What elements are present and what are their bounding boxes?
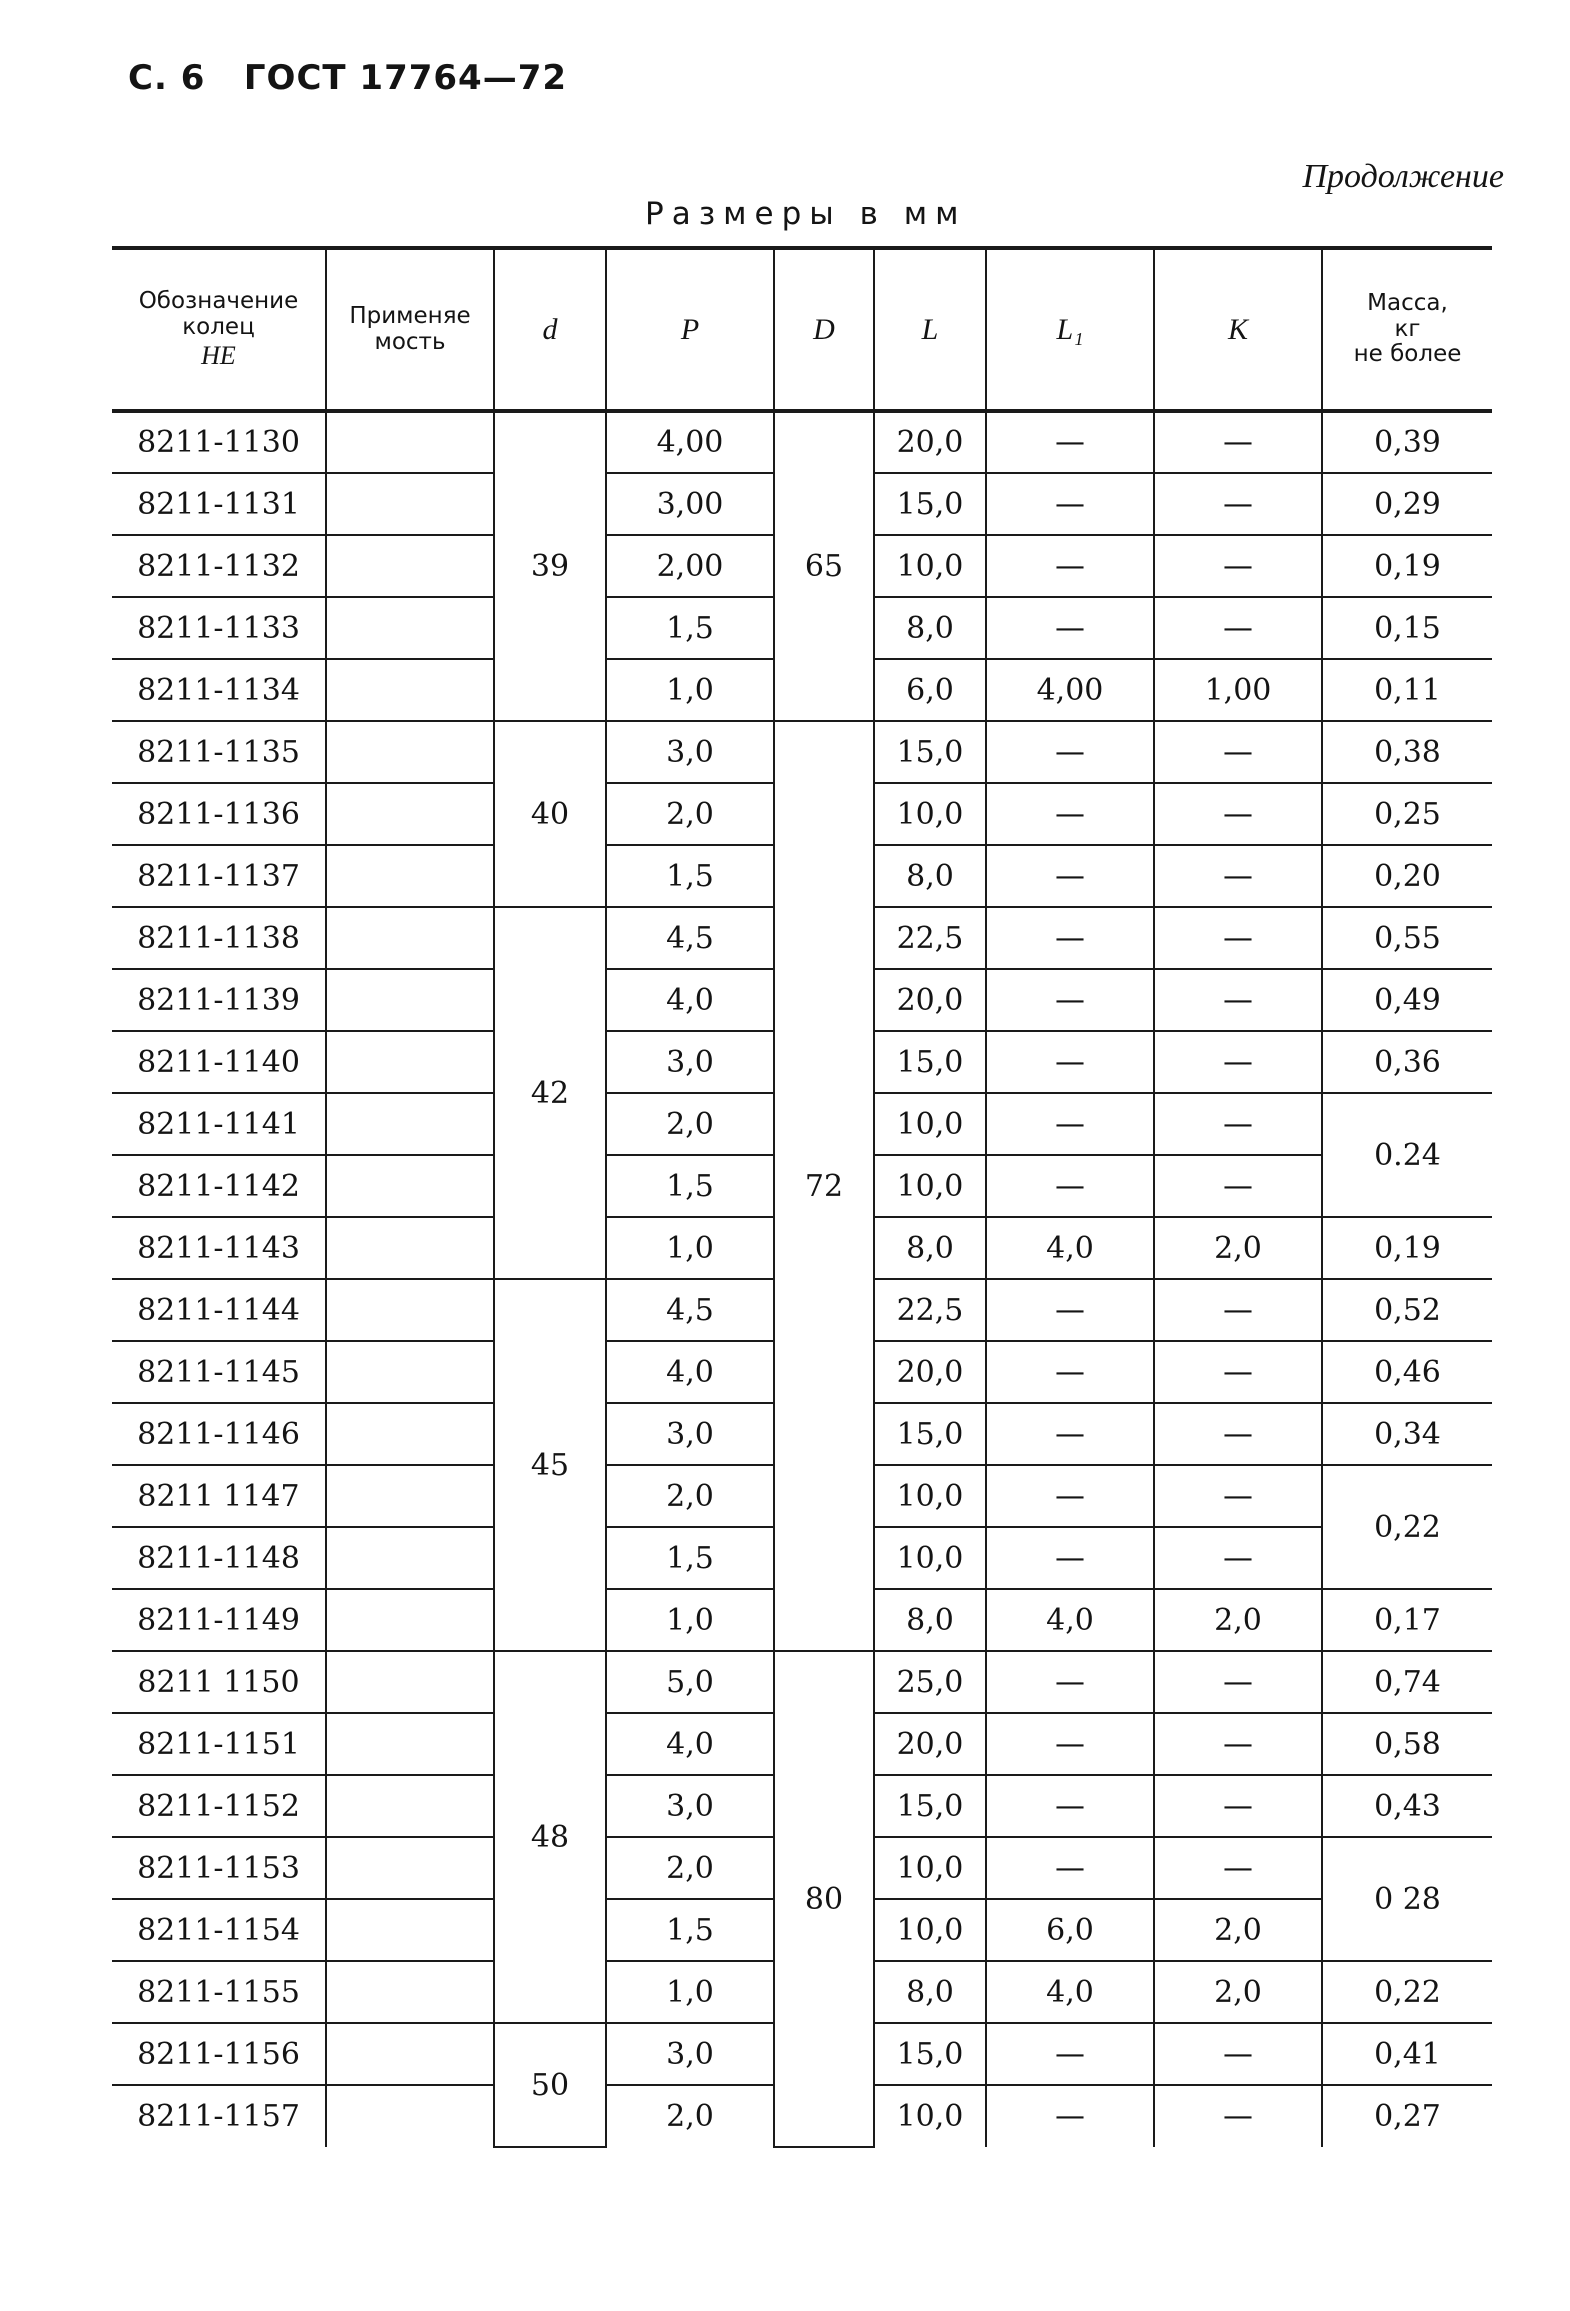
k-value: — [1154,1341,1322,1403]
k-value: — [1154,1279,1322,1341]
k-value: — [1154,1837,1322,1899]
l1-value: — [986,1031,1154,1093]
p-value: 3,0 [606,1403,774,1465]
usage-cell [326,1279,494,1341]
l1-value: 4,0 [986,1961,1154,2023]
k-value: — [1154,535,1322,597]
l-value: 10,0 [874,535,986,597]
l-value: 15,0 [874,1403,986,1465]
ring-code: 8211-1132 [112,535,326,597]
usage-cell [326,1031,494,1093]
p-value: 5,0 [606,1651,774,1713]
k-value: 1,00 [1154,659,1322,721]
mass-value: 0,52 [1322,1279,1492,1341]
l1-value: — [986,1403,1154,1465]
ring-code: 8211-1156 [112,2023,326,2085]
p-value: 2,0 [606,1093,774,1155]
k-value: — [1154,473,1322,535]
dimensions-table [112,246,1492,2148]
mass-value: 0,17 [1322,1589,1492,1651]
ring-code: 8211-1138 [112,907,326,969]
mass-value: 0,41 [1322,2023,1492,2085]
l-value: 20,0 [874,1341,986,1403]
k-value: 2,0 [1154,1961,1322,2023]
mass-value: 0,25 [1322,783,1492,845]
k-value: — [1154,721,1322,783]
header-code-line-2: колец [182,313,255,340]
mass-value: 0,29 [1322,473,1492,535]
usage-cell [326,1217,494,1279]
k-value: 2,0 [1154,1589,1322,1651]
ring-code: 8211-1143 [112,1217,326,1279]
usage-cell [326,721,494,783]
l1-value: — [986,1713,1154,1775]
mass-value: 0,58 [1322,1713,1492,1775]
d-value: 45 [494,1279,606,1651]
ring-code: 8211-1146 [112,1403,326,1465]
mass-value: 0,36 [1322,1031,1492,1093]
k-value: — [1154,1651,1322,1713]
l1-value: — [986,2023,1154,2085]
l1-value: — [986,845,1154,907]
usage-cell [326,969,494,1031]
mass-value: 0,20 [1322,845,1492,907]
k-value: — [1154,597,1322,659]
ring-code: 8211-1145 [112,1341,326,1403]
p-value: 3,0 [606,721,774,783]
k-value: — [1154,907,1322,969]
l1-value: — [986,1341,1154,1403]
l1-value: — [986,907,1154,969]
k-value: — [1154,2023,1322,2085]
l-value: 22,5 [874,907,986,969]
l-value: 10,0 [874,1837,986,1899]
l-value: 15,0 [874,2023,986,2085]
units-caption: Размеры в мм [645,196,967,232]
usage-cell [326,783,494,845]
mass-value: 0,74 [1322,1651,1492,1713]
l1-value: — [986,2085,1154,2147]
k-value: — [1154,1775,1322,1837]
k-value: — [1154,845,1322,907]
l1-value: — [986,1651,1154,1713]
l-value: 10,0 [874,1093,986,1155]
header-usage-line-2: мость [374,328,446,355]
mass-value: 0,19 [1322,535,1492,597]
usage-cell [326,659,494,721]
l-value: 15,0 [874,473,986,535]
p-value: 1,0 [606,1217,774,1279]
p-value: 2,0 [606,1837,774,1899]
usage-cell [326,1093,494,1155]
l1-value: — [986,1837,1154,1899]
p-value: 3,0 [606,1775,774,1837]
l-value: 10,0 [874,1465,986,1527]
mass-value: 0,15 [1322,597,1492,659]
mass-value: 0 28 [1322,1837,1492,1961]
l-value: 10,0 [874,1155,986,1217]
ring-code: 8211-1144 [112,1279,326,1341]
header-d: d [494,248,606,411]
l1-value: 4,0 [986,1589,1154,1651]
l1-value: 6,0 [986,1899,1154,1961]
ring-code: 8211-1153 [112,1837,326,1899]
header-mass-line-1: Масса, [1367,289,1448,316]
ring-code: 8211-1136 [112,783,326,845]
l1-value: — [986,721,1154,783]
header-mass-line-2: кг [1394,315,1421,342]
ring-code: 8211-1152 [112,1775,326,1837]
header-code-line-1: Обозначение [138,288,299,315]
usage-cell [326,1837,494,1899]
ring-code: 8211-1148 [112,1527,326,1589]
p-value: 1,5 [606,1899,774,1961]
usage-cell [326,1899,494,1961]
mass-value: 0,49 [1322,969,1492,1031]
table-row [112,721,1492,783]
ring-code: 8211-1133 [112,597,326,659]
l-value: 20,0 [874,1713,986,1775]
p-value: 1,5 [606,597,774,659]
mass-value: 0.24 [1322,1093,1492,1217]
ring-code: 8211 1150 [112,1651,326,1713]
ring-code: 8211-1135 [112,721,326,783]
ring-code: 8211-1130 [112,411,326,473]
k-value: — [1154,1527,1322,1589]
usage-cell [326,845,494,907]
mass-value: 0,27 [1322,2085,1492,2147]
l-value: 8,0 [874,845,986,907]
usage-cell [326,1155,494,1217]
p-value: 3,0 [606,1031,774,1093]
header-big-d: D [774,248,874,411]
k-value: — [1154,1155,1322,1217]
l1-value: — [986,597,1154,659]
l-value: 10,0 [874,1527,986,1589]
p-value: 4,0 [606,1341,774,1403]
usage-cell [326,597,494,659]
mass-value: 0,39 [1322,411,1492,473]
p-value: 1,0 [606,659,774,721]
l-value: 10,0 [874,2085,986,2147]
d-value: 42 [494,907,606,1279]
l1-value: — [986,1465,1154,1527]
l-value: 6,0 [874,659,986,721]
p-value: 2,0 [606,2085,774,2147]
p-value: 4,00 [606,411,774,473]
header-code-line-3: НЕ [201,340,236,370]
big-d-value: 80 [774,1651,874,2147]
d-value: 50 [494,2023,606,2147]
header-usage-line-1: Применяе [349,302,471,329]
l1-value: — [986,411,1154,473]
header-k: K [1154,248,1322,411]
l-value: 10,0 [874,1899,986,1961]
usage-cell [326,1527,494,1589]
usage-cell [326,1775,494,1837]
big-d-value: 65 [774,411,874,721]
l-value: 15,0 [874,1031,986,1093]
ring-code: 8211-1139 [112,969,326,1031]
header-l1: L₁ [986,248,1154,411]
l1-value: 4,00 [986,659,1154,721]
big-d-value: 72 [774,721,874,1651]
table-row [112,411,1492,473]
p-value: 1,0 [606,1589,774,1651]
l1-value: — [986,1279,1154,1341]
l1-value: — [986,1527,1154,1589]
usage-cell [326,535,494,597]
d-value: 48 [494,1651,606,2023]
mass-value: 0,34 [1322,1403,1492,1465]
ring-code: 8211-1149 [112,1589,326,1651]
l-value: 15,0 [874,721,986,783]
ring-code: 8211-1151 [112,1713,326,1775]
mass-value: 0,22 [1322,1465,1492,1589]
k-value: — [1154,411,1322,473]
p-value: 2,0 [606,1465,774,1527]
usage-cell [326,1465,494,1527]
header-mass-line-3: не более [1353,341,1462,368]
l1-value: — [986,1155,1154,1217]
k-value: — [1154,1465,1322,1527]
l-value: 8,0 [874,1589,986,1651]
usage-cell [326,2085,494,2147]
mass-value: 0,11 [1322,659,1492,721]
usage-cell [326,1403,494,1465]
k-value: — [1154,1093,1322,1155]
usage-cell [326,411,494,473]
k-value: — [1154,969,1322,1031]
k-value: 2,0 [1154,1899,1322,1961]
p-value: 3,0 [606,2023,774,2085]
l1-value: 4,0 [986,1217,1154,1279]
usage-cell [326,1713,494,1775]
ring-code: 8211-1137 [112,845,326,907]
table-body [112,411,1492,2147]
p-value: 4,5 [606,907,774,969]
p-value: 2,00 [606,535,774,597]
k-value: — [1154,783,1322,845]
header-mass [1322,248,1492,411]
k-value: — [1154,1403,1322,1465]
usage-cell [326,907,494,969]
ring-code: 8211-1155 [112,1961,326,2023]
usage-cell [326,1589,494,1651]
mass-value: 0,22 [1322,1961,1492,2023]
header-code [112,248,326,411]
ring-code: 8211-1157 [137,2099,300,2134]
ring-code: 8211-1154 [112,1899,326,1961]
l1-value: — [986,535,1154,597]
p-value: 1,0 [606,1961,774,2023]
k-value: 2,0 [1154,1217,1322,1279]
l1-value: — [986,473,1154,535]
mass-value: 0,19 [1322,1217,1492,1279]
k-value: — [1154,1713,1322,1775]
page-header: С. 6 ГОСТ 17764—72 [128,58,568,98]
mass-value: 0,38 [1322,721,1492,783]
l-value: 25,0 [874,1651,986,1713]
mass-value: 0,55 [1322,907,1492,969]
k-value: — [1154,2085,1322,2147]
l-value: 22,5 [874,1279,986,1341]
l1-value: — [986,1093,1154,1155]
l-value: 15,0 [874,1775,986,1837]
l1-value: — [986,969,1154,1031]
table-row [112,1651,1492,1713]
l-value: 8,0 [874,1217,986,1279]
ring-code: 8211-1131 [112,473,326,535]
header-usage [326,248,494,411]
l1-value: — [986,783,1154,845]
l-value: 8,0 [874,1961,986,2023]
p-value: 1,5 [606,845,774,907]
continuation-label: Продолжение [1302,158,1504,195]
usage-cell [326,1341,494,1403]
mass-value: 0,46 [1322,1341,1492,1403]
p-value: 1,5 [606,1527,774,1589]
l-value: 20,0 [874,411,986,473]
p-value: 3,00 [606,473,774,535]
usage-cell [326,1651,494,1713]
usage-cell [326,2023,494,2085]
ring-code: 8211 1147 [112,1465,326,1527]
k-value: — [1154,1031,1322,1093]
d-value: 40 [494,721,606,907]
p-value: 2,0 [606,783,774,845]
l1-value: — [986,1775,1154,1837]
l-value: 10,0 [874,783,986,845]
p-value: 4,0 [606,969,774,1031]
ring-code: 8211-1140 [112,1031,326,1093]
ring-code: 8211-1134 [112,659,326,721]
l-value: 8,0 [874,597,986,659]
usage-cell [326,1961,494,2023]
p-value: 1,5 [606,1155,774,1217]
d-value: 39 [494,411,606,721]
header-l: L [874,248,986,411]
ring-code: 8211-1142 [112,1155,326,1217]
mass-value: 0,43 [1322,1775,1492,1837]
p-value: 4,0 [606,1713,774,1775]
header-row [112,248,1492,411]
ring-code: 8211-1141 [112,1093,326,1155]
header-p: P [606,248,774,411]
p-value: 4,5 [606,1279,774,1341]
l-value: 20,0 [874,969,986,1031]
usage-cell [326,473,494,535]
